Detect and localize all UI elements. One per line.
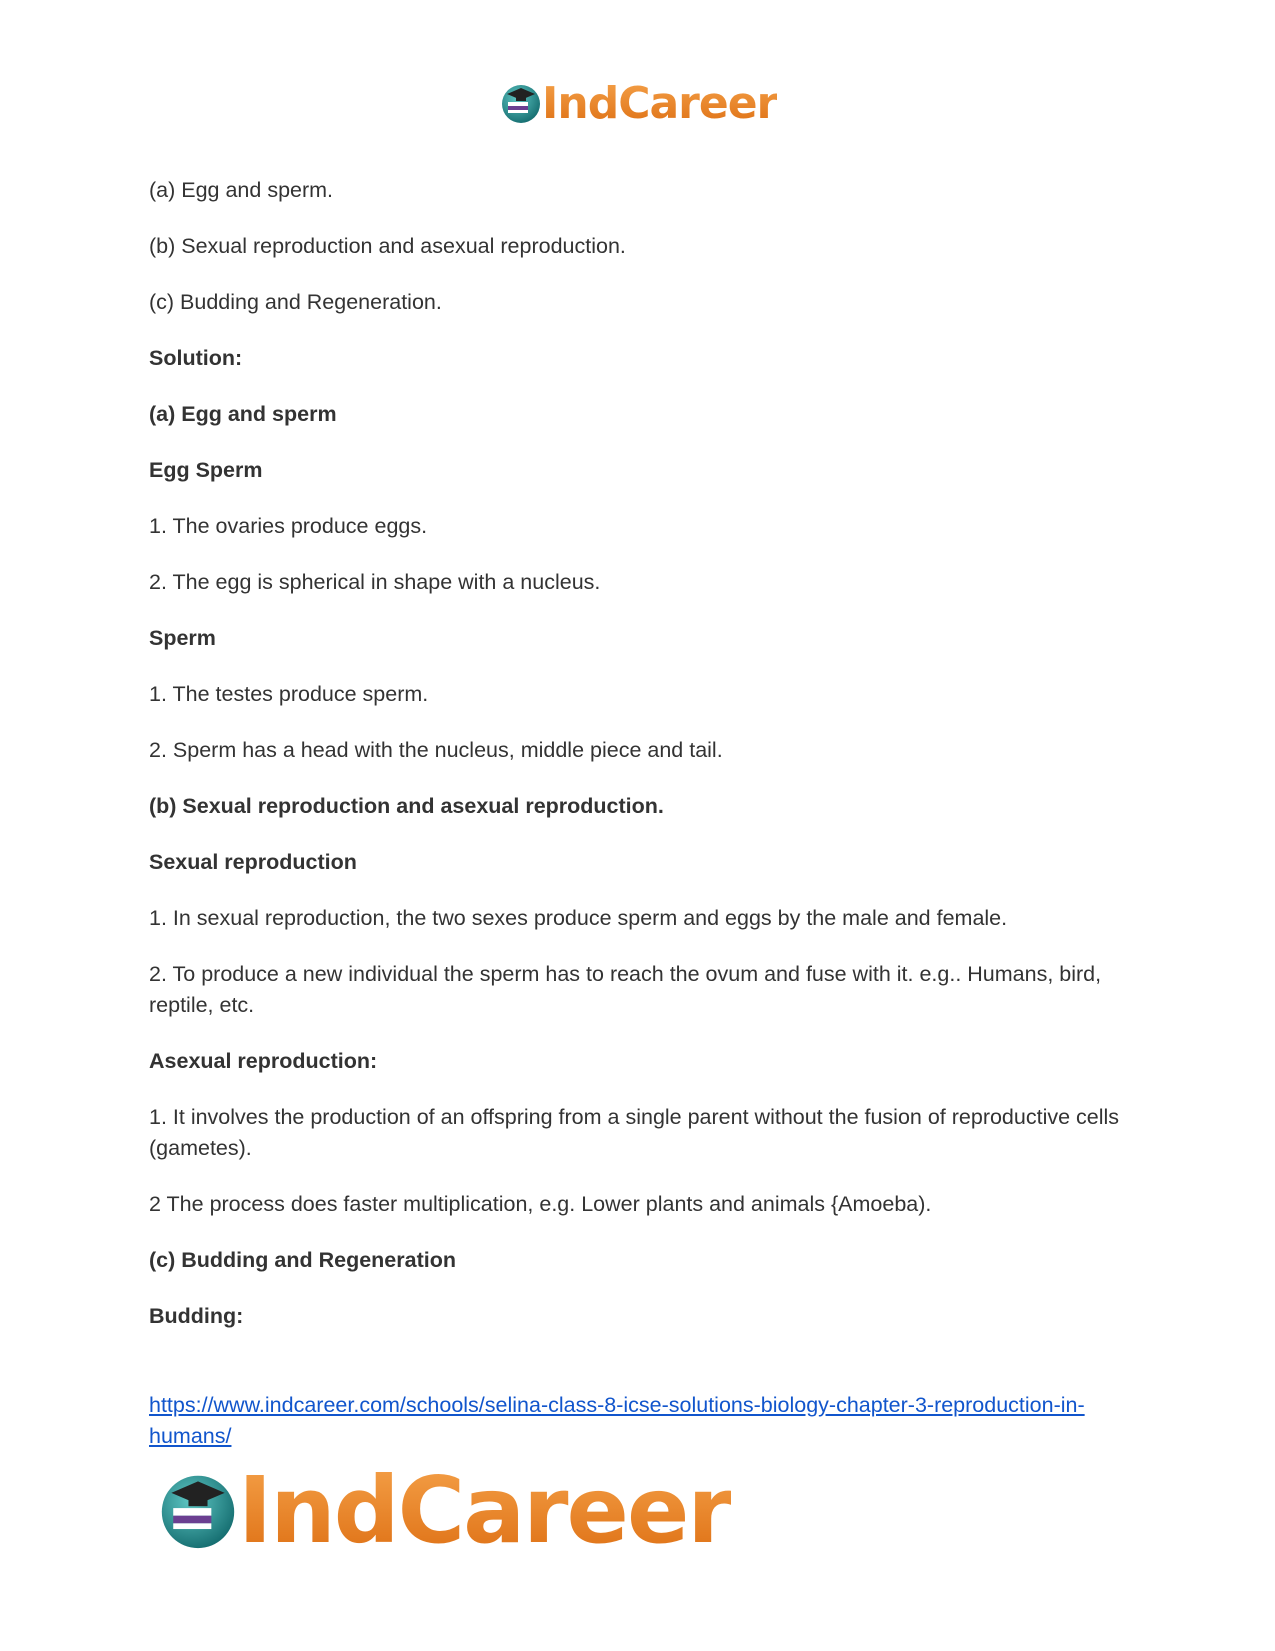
footer-logo-text: IndCareer <box>238 1456 731 1564</box>
graduation-globe-icon <box>500 82 542 124</box>
section-heading: (a) Egg and sperm <box>149 402 337 426</box>
footer-logo <box>158 1455 731 1565</box>
section-heading: Budding: <box>149 1304 244 1328</box>
graduation-globe-icon <box>158 1470 238 1550</box>
document-body <box>149 175 1129 1357</box>
body-paragraph: 1. It involves the production of an offspring from a single parent without the fusion of reproductive cells (gametes). <box>149 1105 1120 1160</box>
body-paragraph: (c) Budding and Regeneration. <box>149 290 442 314</box>
section-heading: Solution: <box>149 346 243 370</box>
body-paragraph: 2. The egg is spherical in shape with a nucleus. <box>149 570 601 594</box>
body-paragraph: 1. The testes produce sperm. <box>149 682 429 706</box>
header-logo <box>500 74 777 132</box>
source-url-link[interactable]: https://www.indcareer.com/schools/selina-class-8-icse-solutions-biology-chapter-3-reproduction-in-humans/ <box>149 1393 1085 1448</box>
body-paragraph: 2. To produce a new individual the sperm has to reach the ovum and fuse with it. e.g.. Humans, bird, reptile, etc. <box>149 962 1102 1017</box>
body-paragraph: 2. Sperm has a head with the nucleus, middle piece and tail. <box>149 738 723 762</box>
section-heading: Egg Sperm <box>149 458 263 482</box>
section-heading: Asexual reproduction: <box>149 1049 378 1073</box>
header-logo-text: IndCareer <box>542 77 778 129</box>
body-paragraph: (a) Egg and sperm. <box>149 178 334 202</box>
section-heading: (b) Sexual reproduction and asexual reproduction. <box>149 794 664 818</box>
section-heading: Sexual reproduction <box>149 850 357 874</box>
body-paragraph: 1. In sexual reproduction, the two sexes produce sperm and eggs by the male and female. <box>149 906 1008 930</box>
section-heading: Sperm <box>149 626 216 650</box>
body-paragraph: 1. The ovaries produce eggs. <box>149 514 428 538</box>
section-heading: (c) Budding and Regeneration <box>149 1248 456 1272</box>
body-paragraph: (b) Sexual reproduction and asexual reproduction. <box>149 234 626 258</box>
body-paragraph: 2 The process does faster multiplication, e.g. Lower plants and animals {Amoeba). <box>149 1192 932 1216</box>
